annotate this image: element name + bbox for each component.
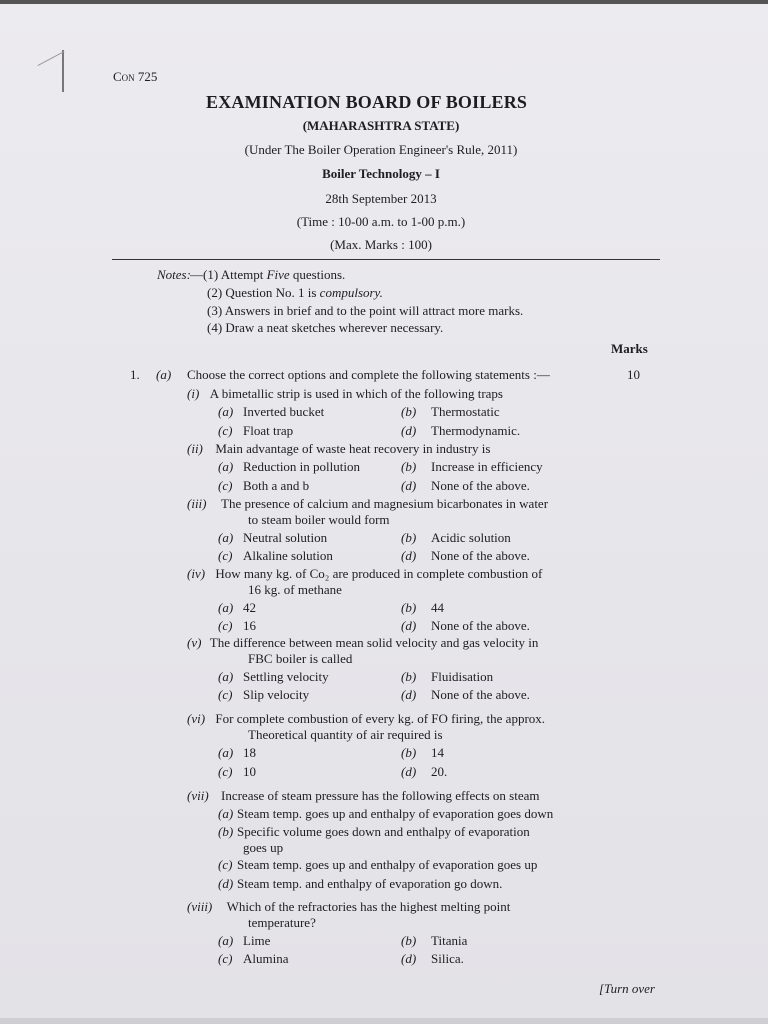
sub-question-text: Main advantage of waste heat recovery in industry is — [215, 441, 491, 456]
option-text: Lime — [243, 933, 271, 948]
option-key: (a) — [218, 669, 234, 684]
option-text: Fluidisation — [431, 669, 494, 684]
option-key: (a) — [218, 806, 234, 821]
option-key: (b) — [401, 745, 417, 760]
sub-question-text: How many kg. of Co₂ are produced in complete combustion of — [215, 566, 543, 581]
option-key: (c) — [218, 764, 233, 779]
marks-column-header: Marks — [611, 341, 648, 356]
turn-over-label: [Turn over — [599, 981, 655, 996]
exam-time: (Time : 10-00 a.m. to 1-00 p.m.) — [296, 214, 466, 229]
option-key: (a) — [218, 530, 234, 545]
scan-mark — [38, 51, 65, 66]
option-key: (a) — [218, 933, 234, 948]
option-text: Reduction in pollution — [243, 459, 360, 474]
sub-question-number: (iii) — [187, 496, 207, 511]
option-key: (a) — [218, 459, 234, 474]
option-text: Specific volume goes down and enthalpy of evaporation — [237, 824, 530, 839]
sub-question-text: to steam boiler would form — [248, 512, 390, 527]
note-item — [190, 267, 345, 283]
option-text: Silica. — [431, 951, 464, 966]
option-key: (b) — [401, 669, 417, 684]
option-key: (d) — [401, 687, 417, 702]
question-number: 1. — [130, 367, 140, 382]
note-text: Draw a neat sketches wherever necessary. — [225, 320, 444, 335]
sub-question-text: 16 kg. of methane — [248, 582, 342, 597]
note-emphasis: compulsory. — [319, 285, 383, 300]
option-text: Increase in efficiency — [431, 459, 543, 474]
option-key: (c) — [218, 618, 233, 633]
sub-question-text: Theoretical quantity of air required is — [248, 727, 443, 742]
option-text: Steam temp. and enthalpy of evaporation go down. — [237, 876, 503, 891]
option-key: (d) — [401, 478, 417, 493]
option-key: (c) — [218, 478, 233, 493]
sub-question-number: (i) — [187, 386, 200, 401]
sub-question-number: (vii) — [187, 788, 209, 803]
question-stem: Choose the correct options and complete the following statements :— — [187, 367, 550, 382]
option-text: Titania — [431, 933, 468, 948]
option-text: None of the above. — [431, 687, 530, 702]
option-text: 44 — [431, 600, 444, 615]
option-text: Alkaline solution — [243, 548, 333, 563]
option-key: (c) — [218, 687, 233, 702]
max-marks: (Max. Marks : 100) — [330, 237, 432, 252]
option-text: None of the above. — [431, 618, 530, 633]
note-item — [207, 320, 443, 336]
scan-top-edge — [0, 0, 768, 4]
option-text: 14 — [431, 745, 444, 760]
option-text: Alumina — [243, 951, 289, 966]
option-text: 10 — [243, 764, 256, 779]
sub-question-number: (v) — [187, 635, 202, 650]
option-key: (b) — [401, 600, 417, 615]
option-key: (b) — [218, 824, 234, 839]
sub-question-text: A bimetallic strip is used in which of the following traps — [209, 386, 503, 401]
option-text: None of the above. — [431, 548, 530, 563]
option-key: (d) — [401, 764, 417, 779]
note-text: Question No. 1 is — [225, 285, 320, 300]
subject-title: Boiler Technology – I — [322, 166, 440, 181]
question-part: (a) — [156, 367, 172, 382]
sub-question-number: (viii) — [187, 899, 213, 914]
option-key: (a) — [218, 404, 234, 419]
question-marks: 10 — [627, 367, 640, 382]
note-number: —(1) — [190, 267, 221, 282]
sub-question-text: Increase of steam pressure has the following effects on steam — [221, 788, 540, 803]
option-key: (b) — [401, 404, 417, 419]
paper-code: Con 725 — [113, 69, 158, 84]
sub-question-text: For complete combustion of every kg. of FO firing, the approx. — [215, 711, 546, 726]
option-text: Thermostatic — [431, 404, 500, 419]
option-key: (a) — [218, 745, 234, 760]
header-divider — [112, 259, 660, 260]
note-text: questions. — [289, 267, 346, 282]
sub-question-text: The presence of calcium and magnesium bicarbonates in water — [221, 496, 549, 511]
option-key: (b) — [401, 459, 417, 474]
option-text: None of the above. — [431, 478, 530, 493]
note-item — [207, 285, 383, 301]
sub-question-number: (ii) — [187, 441, 203, 456]
note-item — [207, 303, 523, 319]
option-key: (c) — [218, 548, 233, 563]
sub-question-number: (iv) — [187, 566, 206, 581]
note-number: (3) — [207, 303, 225, 318]
option-key: (d) — [401, 618, 417, 633]
sub-question-text: The difference between mean solid velocity and gas velocity in — [209, 635, 539, 650]
option-text: Float trap — [243, 423, 294, 438]
option-text: Acidic solution — [431, 530, 511, 545]
sub-question-number: (vi) — [187, 711, 206, 726]
option-key: (d) — [401, 423, 417, 438]
board-title: EXAMINATION BOARD OF BOILERS — [206, 92, 528, 112]
state-line: (MAHARASHTRA STATE) — [302, 118, 460, 133]
sub-question-text: Which of the refractories has the highest melting point — [226, 899, 511, 914]
option-key: (c) — [218, 857, 233, 872]
option-key: (a) — [218, 600, 234, 615]
option-text: 42 — [243, 600, 256, 615]
option-key: (c) — [218, 423, 233, 438]
note-text: Answers in brief and to the point will attract more marks. — [224, 303, 524, 318]
sub-question-text: FBC boiler is called — [248, 651, 353, 666]
notes-label: Notes: — [157, 267, 191, 282]
option-key: (b) — [401, 933, 417, 948]
note-number: (4) — [207, 320, 226, 335]
option-text: goes up — [243, 840, 284, 855]
option-text: Both a and b — [243, 478, 310, 493]
note-number: (2) — [207, 285, 226, 300]
option-text: Neutral solution — [243, 530, 328, 545]
option-text: 20. — [431, 764, 448, 779]
option-key: (b) — [401, 530, 417, 545]
scan-mark — [62, 50, 64, 92]
sub-question-text: temperature? — [248, 915, 316, 930]
option-text: Slip velocity — [243, 687, 310, 702]
rule-line: (Under The Boiler Operation Engineer's Rule, 2011) — [244, 142, 518, 157]
scan-bottom-edge — [0, 1018, 768, 1024]
option-text: Settling velocity — [243, 669, 329, 684]
exam-date: 28th September 2013 — [325, 191, 437, 206]
option-text: Steam temp. goes up and enthalpy of evaporation goes up — [237, 857, 538, 872]
option-text: 18 — [243, 745, 256, 760]
option-text: Steam temp. goes up and enthalpy of evaporation goes down — [237, 806, 554, 821]
option-key: (c) — [218, 951, 233, 966]
option-text: Thermodynamic. — [431, 423, 521, 438]
option-key: (d) — [401, 951, 417, 966]
note-text: Attempt — [220, 267, 267, 282]
option-text: 16 — [243, 618, 256, 633]
note-emphasis: Five — [266, 267, 290, 282]
option-key: (d) — [218, 876, 234, 891]
option-key: (d) — [401, 548, 417, 563]
option-text: Inverted bucket — [243, 404, 325, 419]
